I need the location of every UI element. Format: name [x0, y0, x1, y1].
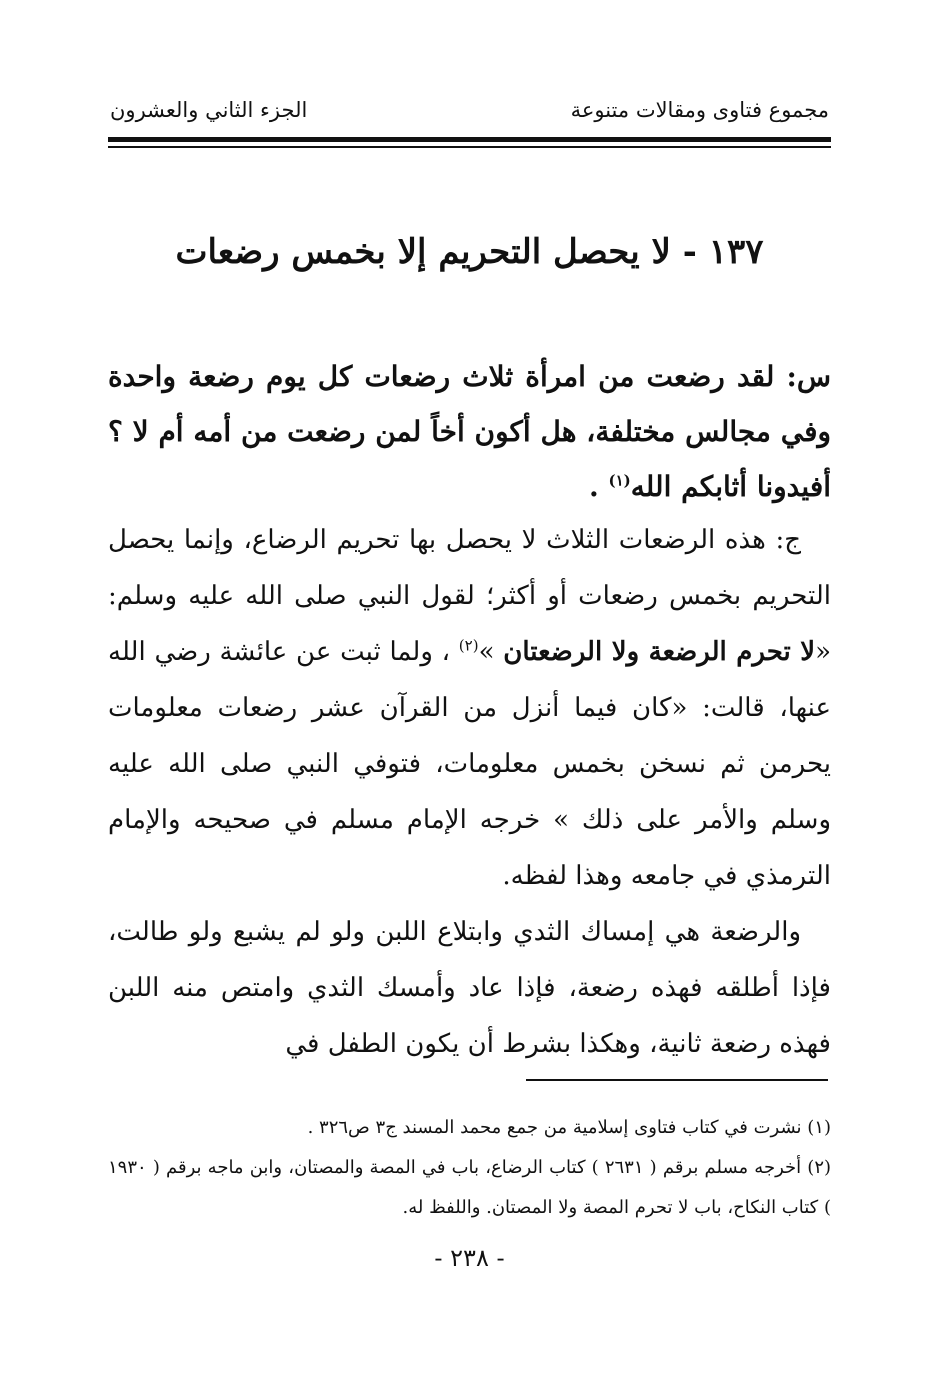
answer-section: [108, 512, 831, 1072]
page-number: - ٢٣٨ -: [434, 1244, 505, 1272]
footnote-2: (٢) أخرجه مسلم برقم ( ٢٦٣١ ) كتاب الرضاع، باب في المصة والمصتان، وابن ماجه برقم ( ١٩٣٠ ) كتاب النكاح، باب لا تحرم المصة ولا المصتان. واللفظ له.: [108, 1157, 832, 1218]
answer-text-start: ج: هذه الرضعات الثلاث لا يحصل بها تحريم الرضاع، وإنما يحصل التحريم بخمس رضعات أو أكثر؛ لقول النبي صلى الله عليه وسلم: «: [108, 525, 831, 667]
question-text: س: لقد رضعت من امرأة ثلاث رضعات كل يوم رضعة واحدة وفي مجالس مختلفة، هل أكون أخاً لمن رضعت من أمه أم لا ؟ أفيدونا أثابكم الله: [108, 360, 831, 503]
footnote-ref-1[interactable]: (١): [608, 471, 631, 490]
footnote-1: (١) نشرت في كتاب فتاوى إسلامية من جمع محمد المسند ج٣ ص٣٢٦ .: [307, 1117, 831, 1138]
answer-paragraph-1: [108, 512, 831, 904]
header-book-title: مجموع فتاوى ومقالات متنوعة: [570, 98, 829, 122]
footnote-ref-2[interactable]: (٢): [458, 636, 479, 655]
footnotes: [108, 1108, 831, 1228]
answer-paragraph-2: والرضعة هي إمساك الثدي وابتلاع اللبن ولو لم يشبع ولو طالت، فإذا أطلقه فهذه رضعة، فإذا عاد وأمسك الثدي وامتص منه اللبن فهذه رضعة ثانية، وهكذا بشرط أن يكون الطفل في: [108, 917, 831, 1059]
hadith-quote: لا تحرم الرضعة ولا الرضعتان: [503, 637, 816, 667]
header-rule-thin: [108, 146, 831, 148]
footnote-separator: [526, 1079, 828, 1081]
question-end: .: [588, 470, 609, 503]
question-paragraph: [108, 349, 831, 514]
quote-close: »: [478, 637, 504, 667]
header-rule-thick: [108, 137, 831, 142]
header-volume: الجزء الثاني والعشرون: [110, 98, 308, 122]
fatwa-title: ١٣٧ - لا يحصل التحريم إلا بخمس رضعات: [175, 232, 764, 272]
answer-text-rest: ، ولما ثبت عن عائشة رضي الله عنها، قالت: «كان فيما أنزل من القرآن عشر رضعات معلومات يحرمن ثم نسخن بخمس معلومات، فتوفي النبي صلى الله عليه وسلم والأمر على ذلك » خرجه الإمام مسلم في صحيحه والإمام الترمذي في جامعه وهذا لفظه.: [108, 637, 831, 891]
